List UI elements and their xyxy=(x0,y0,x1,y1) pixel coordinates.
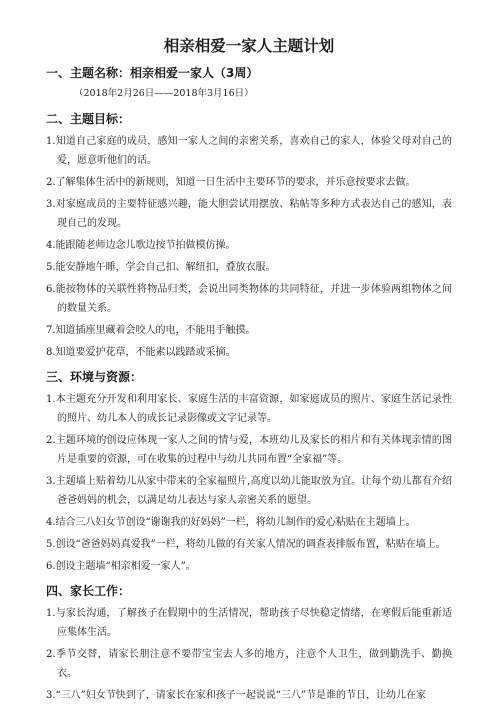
item-text: 结合三八妇女节创设“谢谢我的好妈妈”一栏，将幼儿制作的爱心粘贴在主题墙上。 xyxy=(55,517,416,528)
document-title: 相亲相爱一家人主题计划 xyxy=(163,37,335,55)
item-number: 7. xyxy=(46,325,56,336)
item-number: 3. xyxy=(46,199,56,210)
section-heading-environment: 三、环境与资源： xyxy=(46,370,143,384)
environment-item xyxy=(46,557,452,576)
item-number: 6. xyxy=(46,284,56,295)
item-text: 能按物体的关联性将物品归类，会说出同类物体的共同特征，并进一步体验两组物体之间的数量关系。 xyxy=(55,284,452,314)
item-text: 与家长沟通，了解孩子在假期中的生活情况，帮助孩子尽快稳定情绪，在寒假后能重新适应集体生活。 xyxy=(55,608,452,638)
item-number: 2. xyxy=(46,435,56,446)
item-text: 本主题充分开发和利用家长、家庭生活的丰富资源，如家庭成员的照片、家庭生活记录性的照片、幼儿本人的成长记录影像或文字记录等。 xyxy=(55,394,452,424)
environment-list xyxy=(46,390,452,576)
environment-item xyxy=(46,431,452,469)
item-number: 1. xyxy=(46,136,56,147)
goal-item xyxy=(46,280,452,318)
environment-item xyxy=(46,535,452,554)
parent-work-item xyxy=(46,604,452,642)
item-text: 知道要爱护花草，不能素以践踏或采摘。 xyxy=(55,347,236,358)
environment-item xyxy=(46,513,452,532)
goal-item xyxy=(46,195,452,233)
item-number: 5. xyxy=(46,539,56,550)
goal-item xyxy=(46,258,452,277)
goal-item xyxy=(46,132,452,170)
item-number: 4. xyxy=(46,517,56,528)
item-number: 1. xyxy=(46,394,56,405)
item-text: 季节交替，请家长朋注意不要带宝宝去人多的地方，注意个人卫生，做到勤洗手、勤换衣。 xyxy=(55,649,452,679)
section-heading-goals: 二、主题目标： xyxy=(46,112,131,126)
parent-work-list xyxy=(46,604,452,705)
item-number: 4. xyxy=(46,240,56,251)
environment-item xyxy=(46,390,452,428)
item-text: “三八”妇女节快到了，请家长在家和孩子一起说说“三八”节是谁的节日，让幼儿在家 xyxy=(55,690,426,701)
goal-item xyxy=(46,321,452,340)
item-number: 2. xyxy=(46,649,56,660)
item-text: 能安静地午睡，学会自己扣、解纽扣，叠放衣服。 xyxy=(55,262,276,273)
item-text: 主题墙上贴着幼儿从家中带来的全家福照片,高度以幼儿能取放为宜。让每个幼儿都有介绍爸爸妈妈的机会，以满足幼儿表达与家人亲密关系的愿望。 xyxy=(55,476,452,506)
item-number: 2. xyxy=(46,177,56,188)
item-number: 3. xyxy=(46,476,56,487)
item-text: 能跟随老师边念儿歌边按节拍做模仿操。 xyxy=(55,240,236,251)
goal-item xyxy=(46,236,452,255)
item-number: 5. xyxy=(46,262,56,273)
item-text: 主题环境的创设应体现一家人之间的情与爱，本班幼儿及家长的相片和有关体现亲情的图片是重要的资源，可在收集的过程中与幼儿共同布置“全家福”等。 xyxy=(55,435,452,465)
section-heading-theme-name: 一、主题名称：相亲相爱一家人（3周） xyxy=(46,66,259,80)
item-number: 3. xyxy=(46,690,56,701)
item-text: 了解集体生活中的新规则，知道一日生活中主要环节的要求，并乐意按要求去做。 xyxy=(55,177,416,188)
item-text: 创设“爸爸妈妈真爱我”一栏，将幼儿做的有关家人情况的调查表排版布置，粘贴在墙上。 xyxy=(55,539,446,550)
item-number: 8. xyxy=(46,347,56,358)
section-heading-parent-work: 四、家长工作： xyxy=(46,584,131,598)
item-text: 知道自己家庭的成员，感知一家人之间的亲密关系，喜欢自己的家人，体验父母对自己的爱，愿意听他们的话。 xyxy=(55,136,452,166)
date-range: （2018年2月26日——2018年3月16日） xyxy=(74,88,254,99)
item-number: 6. xyxy=(46,561,56,572)
item-text: 知道插座里藏着会咬人的电，不能用手触摸。 xyxy=(55,325,256,336)
goals-list xyxy=(46,132,452,362)
parent-work-item xyxy=(46,686,452,705)
item-text: 创设主题墙“相亲相爱一家人”。 xyxy=(55,561,196,572)
goal-item xyxy=(46,343,452,362)
item-text: 对家庭成员的主要特征感兴趣，能大胆尝试用摆放、粘帖等多种方式表达自己的感知，表现自己的发现。 xyxy=(55,199,452,229)
parent-work-item xyxy=(46,645,452,683)
item-number: 1. xyxy=(46,608,56,619)
goal-item xyxy=(46,173,452,192)
environment-item xyxy=(46,472,452,510)
